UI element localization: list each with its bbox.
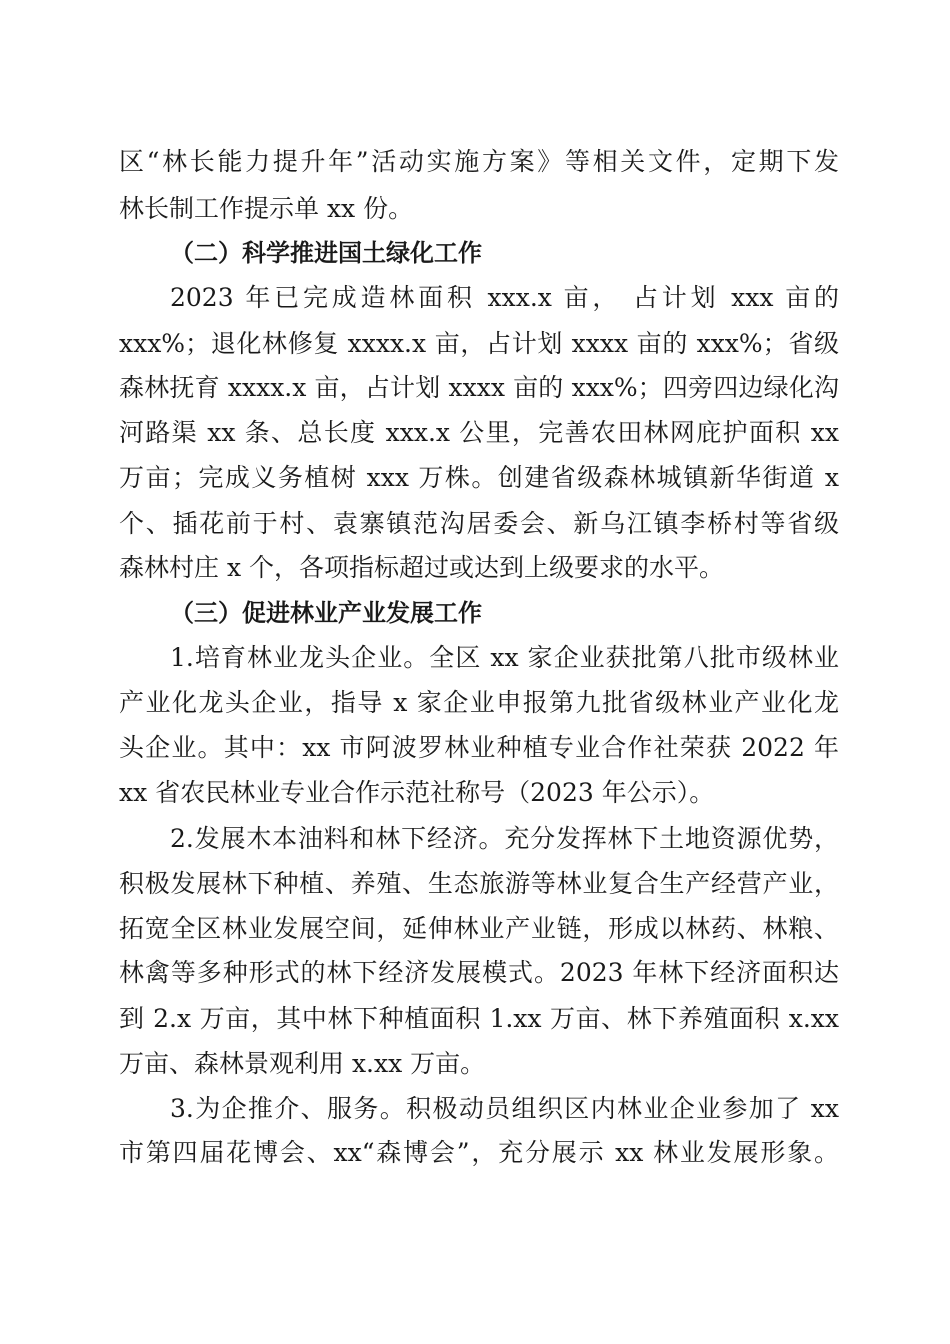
section-heading: （三）促进林业产业发展工作 bbox=[170, 599, 482, 627]
text-line: 河路渠 xx 条、总长度 xxx.x 公里，完善农田林网庇护面积 xx bbox=[119, 418, 839, 447]
text-line: 林禽等多种形式的林下经济发展模式。2023 年林下经济面积达 bbox=[119, 958, 839, 987]
text-line: 头企业。其中：xx 市阿波罗林业种植专业合作社荣获 2022 年 bbox=[119, 733, 839, 762]
text-line: 森林村庄 x 个，各项指标超过或达到上级要求的水平。 bbox=[119, 553, 724, 582]
text-line: 到 2.x 万亩，其中林下种植面积 1.xx 万亩、林下养殖面积 x.xx bbox=[119, 1004, 839, 1033]
text-line: 产业化龙头企业，指导 x 家企业申报第九批省级林业产业化龙 bbox=[119, 688, 839, 717]
text-line: 市第四届花博会、xx“森博会”，充分展示 xx 林业发展形象。 bbox=[119, 1138, 839, 1167]
text-line: 拓宽全区林业发展空间，延伸林业产业链，形成以林药、林粮、 bbox=[119, 914, 839, 943]
text-line: 3.为企推介、服务。积极动员组织区内林业企业参加了 xx bbox=[170, 1094, 839, 1123]
text-line: 区“林长能力提升年”活动实施方案》等相关文件，定期下发 bbox=[119, 147, 839, 176]
text-line: 2023 年已完成造林面积 xxx.x 亩， 占计划 xxx 亩的 bbox=[170, 283, 839, 312]
text-line: 森林抚育 xxxx.x 亩，占计划 xxxx 亩的 xxx%；四旁四边绿化沟 bbox=[119, 373, 839, 402]
section-heading: （二）科学推进国土绿化工作 bbox=[170, 239, 482, 267]
text-line: 林长制工作提示单 xx 份。 bbox=[119, 194, 414, 223]
text-line: xx 省农民林业专业合作示范社称号（2023 年公示）。 bbox=[119, 778, 715, 807]
text-line: 2.发展木本油料和林下经济。充分发挥林下土地资源优势， bbox=[170, 824, 839, 853]
text-line: 个、插花前于村、袁寨镇范沟居委会、新乌江镇李桥村等省级 bbox=[119, 509, 839, 538]
text-line: 1.培育林业龙头企业。全区 xx 家企业获批第八批市级林业 bbox=[170, 643, 839, 672]
text-line: 万亩、森林景观利用 x.xx 万亩。 bbox=[119, 1049, 486, 1078]
text-line: 积极发展林下种植、养殖、生态旅游等林业复合生产经营产业， bbox=[119, 869, 839, 898]
text-line: 万亩；完成义务植树 xxx 万株。创建省级森林城镇新华街道 x bbox=[119, 463, 839, 492]
text-line: xxx%；退化林修复 xxxx.x 亩，占计划 xxxx 亩的 xxx%；省级 bbox=[119, 329, 839, 358]
